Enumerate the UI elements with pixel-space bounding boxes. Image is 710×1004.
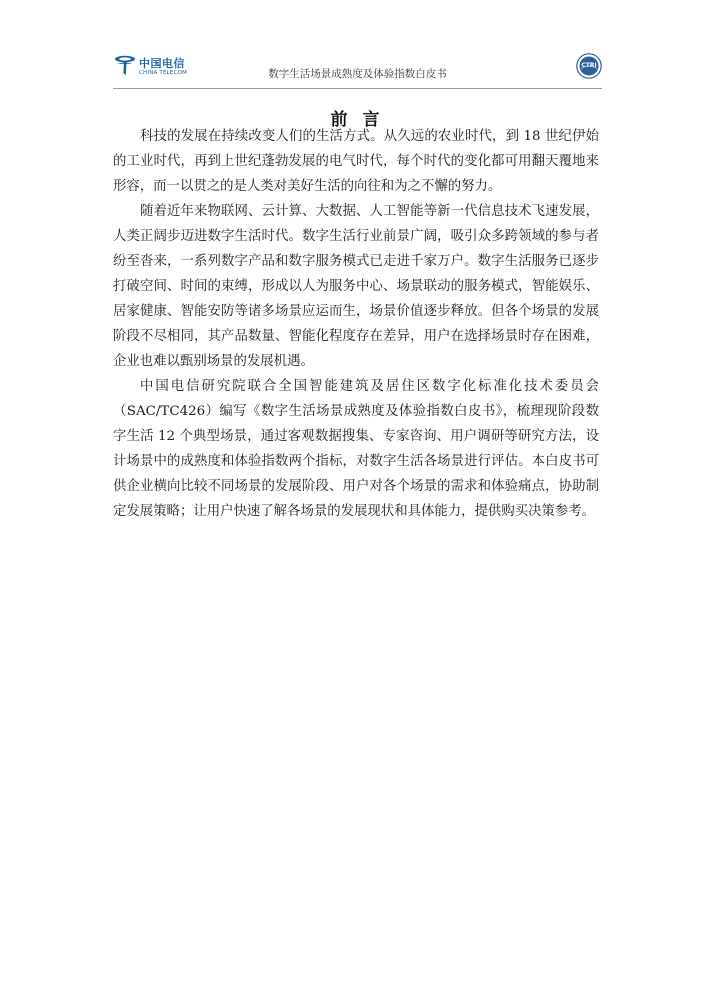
page-header (113, 53, 602, 85)
logo-english-text: CHINA TELECOM (139, 70, 188, 76)
ctri-seal-logo (576, 53, 602, 79)
page-title: 前言 (330, 110, 395, 131)
header-divider (113, 88, 602, 89)
paragraph: 科技的发展在持续改变人们的生活方式。从久远的农业时代，到 18 世纪伊始的工业时代，再到上世纪蓬勃发展的电气时代，每个时代的变化都可用翻天覆地来形容，而一以贯之的是人类对美好生活的向往和为之不懈的努力。 (113, 129, 599, 194)
seal-text: CTRI (581, 62, 597, 69)
logo-chinese-text: 中国电信 (139, 57, 185, 70)
running-header-title: 数字生活场景成熟度及体验指数白皮书 (268, 68, 447, 80)
paragraph: 中国电信研究院联合全国智能建筑及居住区数字化标准化技术委员会（SAC/TC426）编写《数字生活场景成熟度及体验指数白皮书》，梳理现阶段数字生活 12 个典型场景，通过客观数据搜集、专家咨询、用户调研等研究方法，设计场景中的成熟度和体验指数两个指标，对数字生活各场景进行评估。本白皮书可供企业横向比较不同场景的发展阶段、用户对各个场景的需求和体验痛点，协助制定发展策略；让用户快速了解各场景的发展现状和具体能力，提供购买决策参考。 (113, 379, 599, 519)
body-text (113, 124, 599, 524)
paragraph: 随着近年来物联网、云计算、大数据、人工智能等新一代信息技术飞速发展，人类正阔步迈进数字生活时代。数字生活行业前景广阔，吸引众多跨领域的参与者纷至沓来，一系列数字产品和数字服务模式已走进千家万户。数字生活服务已逐步打破空间、时间的束缚，形成以人为服务中心、场景联动的服务模式，智能娱乐、居家健康、智能安防等诸多场景应运而生，场景价值逐步释放。但各个场景的发展阶段不尽相同，其产品数量、智能化程度存在差异，用户在选择场景时存在困难，企业也难以甄别场景的发展机遇。 (113, 204, 599, 369)
